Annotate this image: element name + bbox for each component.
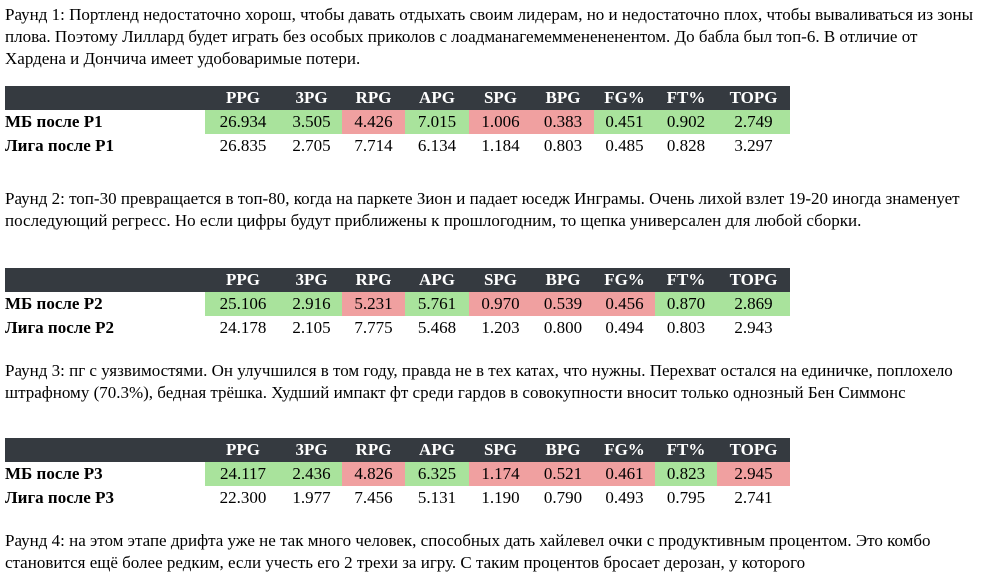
player-ft-cell: 0.870 <box>655 292 717 316</box>
league-fg-cell: 0.493 <box>605 488 644 507</box>
header-fg: FG% <box>594 86 655 110</box>
header-empty-cell <box>5 438 205 462</box>
header-spg: SPG <box>469 268 532 292</box>
league-3pg-cell: 1.977 <box>292 488 331 507</box>
header-bpg: BPG <box>532 268 594 292</box>
player-bpg-cell: 0.521 <box>532 462 594 486</box>
player-ppg-cell: 25.106 <box>205 292 281 316</box>
header-topg: TOPG <box>717 268 790 292</box>
league-3pg-cell: 2.705 <box>292 136 331 155</box>
player-3pg-cell: 3.505 <box>281 110 342 134</box>
round-3-text: Раунд 3: пг с уязвимостями. Он улучшился в том году, правда не в тех катах, что нужны. Перехват остался на единичке, поплохело штрафному (70.3%), бедная трёшка. Худший импакт фт среди гардов в совокупности вносит только однозный Бен Симмонс <box>5 361 953 402</box>
player-3pg-cell: 2.916 <box>281 292 342 316</box>
league-rpg-cell: 7.714 <box>354 136 393 155</box>
table-header-row <box>5 86 790 110</box>
header-3pg: 3PG <box>281 86 342 110</box>
header-3pg: 3PG <box>281 268 342 292</box>
header-rpg: RPG <box>342 438 405 462</box>
player-apg-cell: 5.761 <box>405 292 469 316</box>
player-bpg-cell: 0.383 <box>532 110 594 134</box>
player-spg-cell: 1.006 <box>469 110 532 134</box>
player-ppg-cell: 26.934 <box>205 110 281 134</box>
league-ppg-cell: 24.178 <box>219 318 267 337</box>
player-ft-cell: 0.902 <box>655 110 717 134</box>
league-ppg-cell: 26.835 <box>219 136 267 155</box>
header-bpg: BPG <box>532 438 594 462</box>
league-apg-cell: 5.468 <box>417 318 457 337</box>
round-2-text: Раунд 2: топ-30 превращается в топ-80, когда на паркете Зион и падает юседж Инграмы. Очень лихой взлет 19-20 иногда знаменует последующий регресс. Но если цифры будут приближены к прошлогодним, то щепка универсален для любой сборки. <box>5 189 960 230</box>
header-fg: FG% <box>594 268 655 292</box>
header-empty-cell <box>5 268 205 292</box>
player-topg-cell: 2.749 <box>717 110 790 134</box>
header-fg: FG% <box>594 438 655 462</box>
player-fg-cell: 0.456 <box>594 292 655 316</box>
header-spg: SPG <box>469 438 532 462</box>
header-rpg: RPG <box>342 268 405 292</box>
player-fg-cell: 0.461 <box>594 462 655 486</box>
league-ft-cell: 0.828 <box>666 136 706 155</box>
player-row <box>5 462 790 486</box>
player-rpg-cell: 4.826 <box>342 462 405 486</box>
league-ft-cell: 0.803 <box>666 318 706 337</box>
header-rpg: RPG <box>342 86 405 110</box>
header-apg: APG <box>405 268 469 292</box>
league-bpg-cell: 0.790 <box>543 488 583 507</box>
round-2-stats-table <box>5 268 790 340</box>
player-row-label: МБ после Р2 <box>5 294 103 313</box>
league-rpg-cell: 7.456 <box>354 488 393 507</box>
league-bpg-cell: 0.800 <box>543 318 583 337</box>
table-header-row <box>5 438 790 462</box>
player-spg-cell: 1.174 <box>469 462 532 486</box>
player-fg-cell: 0.451 <box>594 110 655 134</box>
player-row <box>5 110 790 134</box>
player-bpg-cell: 0.539 <box>532 292 594 316</box>
league-3pg-cell: 2.105 <box>292 318 331 337</box>
league-apg-cell: 6.134 <box>417 136 457 155</box>
header-empty-cell <box>5 86 205 110</box>
league-row-label: Лига после Р3 <box>5 488 114 507</box>
player-rpg-cell: 5.231 <box>342 292 405 316</box>
round-1-stats-table <box>5 86 790 158</box>
round-4-text: Раунд 4: на этом этапе дрифта уже не так много человек, способных дать хайлевел очки с продуктивным процентом. Это комбо становится ещё более редким, если учесть его 2 трехи за игру. С таким процентов бросает дерозан, у которого <box>5 531 931 572</box>
league-rpg-cell: 7.775 <box>354 318 393 337</box>
league-topg-cell: 2.943 <box>734 318 773 337</box>
header-topg: TOPG <box>717 86 790 110</box>
league-spg-cell: 1.203 <box>481 318 520 337</box>
player-ppg-cell: 24.117 <box>205 462 281 486</box>
league-topg-cell: 2.741 <box>734 488 773 507</box>
player-row <box>5 292 790 316</box>
league-row <box>5 316 790 340</box>
player-topg-cell: 2.869 <box>717 292 790 316</box>
header-ft: FT% <box>655 268 717 292</box>
table-header-row <box>5 268 790 292</box>
league-fg-cell: 0.494 <box>605 318 644 337</box>
header-topg: TOPG <box>717 438 790 462</box>
header-ppg: PPG <box>205 268 281 292</box>
league-row-label: Лига после Р2 <box>5 318 114 337</box>
league-ppg-cell: 22.300 <box>219 488 267 507</box>
player-rpg-cell: 4.426 <box>342 110 405 134</box>
league-row <box>5 134 790 158</box>
league-spg-cell: 1.184 <box>481 136 520 155</box>
header-bpg: BPG <box>532 86 594 110</box>
player-ft-cell: 0.823 <box>655 462 717 486</box>
player-apg-cell: 6.325 <box>405 462 469 486</box>
header-spg: SPG <box>469 86 532 110</box>
league-ft-cell: 0.795 <box>666 488 706 507</box>
header-ppg: PPG <box>205 86 281 110</box>
header-apg: APG <box>405 86 469 110</box>
league-row-label: Лига после Р1 <box>5 136 114 155</box>
player-row-label: МБ после Р3 <box>5 464 103 483</box>
league-spg-cell: 1.190 <box>481 488 520 507</box>
round-1-text: Раунд 1: Портленд недостаточно хорош, чтобы давать отдыхать своим лидерам, но и недостаточно плох, чтобы вываливаться из зоны плова. Поэтому Лиллард будет играть без особых приколов с лоадманагемемменененентом. До бабла был топ-6. В отличие от Хардена и Дончича имеет удобоваримые потери. <box>5 5 973 68</box>
player-topg-cell: 2.945 <box>717 462 790 486</box>
round-3-stats-table <box>5 438 790 510</box>
league-apg-cell: 5.131 <box>417 488 457 507</box>
league-row <box>5 486 790 510</box>
player-spg-cell: 0.970 <box>469 292 532 316</box>
league-topg-cell: 3.297 <box>734 136 773 155</box>
header-ft: FT% <box>655 438 717 462</box>
header-3pg: 3PG <box>281 438 342 462</box>
player-3pg-cell: 2.436 <box>281 462 342 486</box>
league-bpg-cell: 0.803 <box>543 136 583 155</box>
header-ppg: PPG <box>205 438 281 462</box>
header-ft: FT% <box>655 86 717 110</box>
player-row-label: МБ после Р1 <box>5 112 103 131</box>
league-fg-cell: 0.485 <box>605 136 644 155</box>
header-apg: APG <box>405 438 469 462</box>
player-apg-cell: 7.015 <box>405 110 469 134</box>
